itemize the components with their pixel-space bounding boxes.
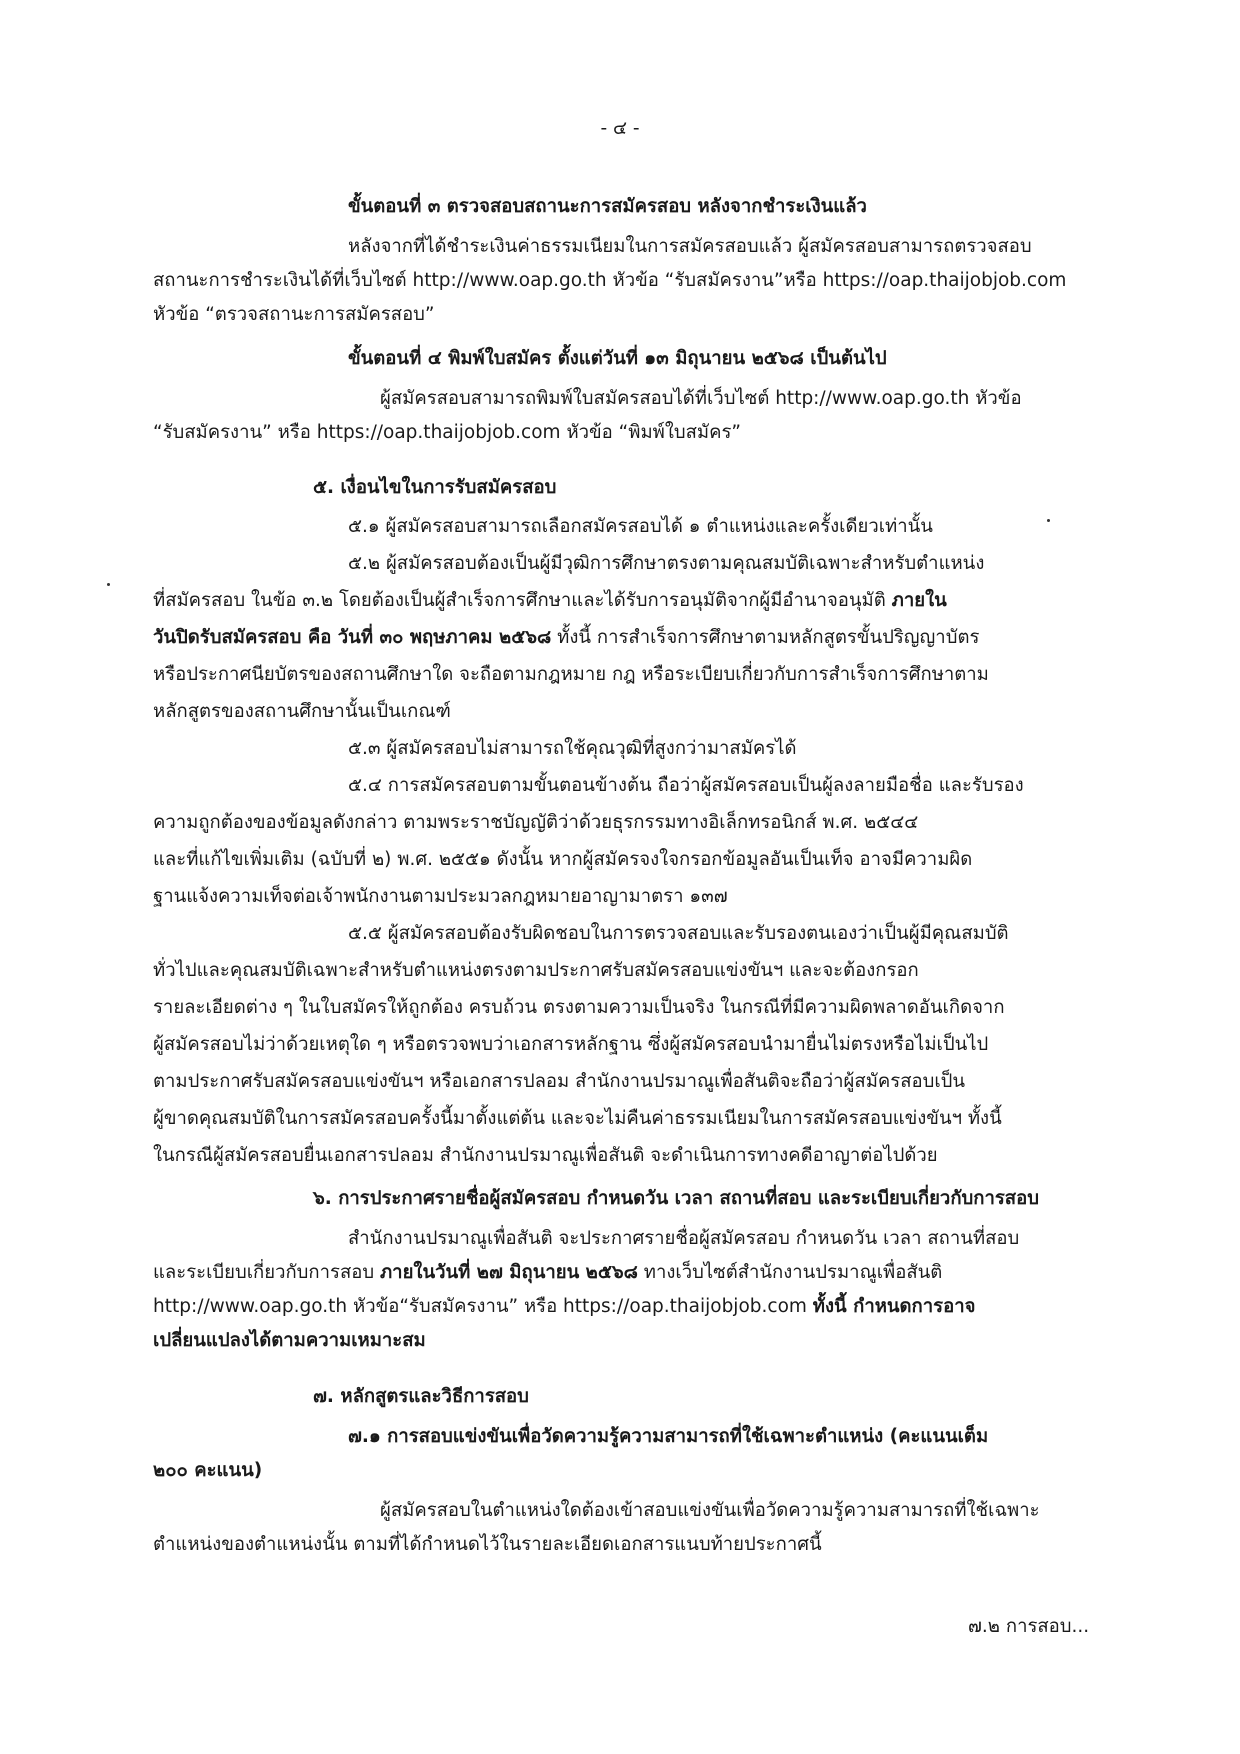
section5-item4-line4: ฐานแจ้งความเท็จต่อเจ้าพนักงานตามประมวลกฎหมายอาญามาตรา ๑๓๗ — [153, 886, 728, 907]
section5-item2-line1: ๕.๒ ผู้สมัครสอบต้องเป็นผู้มีวุฒิการศึกษาตรงตามคุณสมบัติเฉพาะสำหรับตำแหน่ง — [348, 553, 985, 574]
section5-heading: ๕. เงื่อนไขในการรับสมัครสอบ — [313, 477, 557, 498]
section7-body-line2: ตำแหน่งของตำแหน่งนั้น ตามที่ได้กำหนดไว้ในรายละเอียดเอกสารแนบท้ายประกาศนี้ — [153, 1534, 822, 1555]
section5-item2-line5: หลักสูตรของสถานศึกษานั้นเป็นเกณฑ์ — [153, 701, 451, 722]
section6-text-line2-b: ทางเว็บไซต์สำนักงานปรมาณูเพื่อสันติ — [643, 1262, 943, 1283]
page-footer-continuation: ๗.๒ การสอบ... — [968, 1616, 1090, 1637]
step3-text-line3: หัวข้อ “ตรวจสถานะการสมัครสอบ” — [153, 304, 435, 325]
section6-heading: ๖. การประกาศรายชื่อผู้สมัครสอบ กำหนดวัน เวลา สถานที่สอบ และระเบียบเกี่ยวกับการสอบ — [313, 1188, 1039, 1209]
section5-item3: ๕.๓ ผู้สมัครสอบไม่สามารถใช้คุณวุฒิที่สูงกว่ามาสมัครได้ — [348, 738, 797, 759]
section5-item2-line3-bold: วันปิดรับสมัครสอบ คือ วันที่ ๓๐ พฤษภาคม ๒๕๖๘ — [153, 627, 552, 648]
section5-item5-line7: ในกรณีผู้สมัครสอบยื่นเอกสารปลอม สำนักงานปรมาณูเพื่อสันติ จะดำเนินการทางคดีอาญาต่อไปด้วย — [153, 1145, 938, 1166]
section5-item5-line6: ผู้ขาดคุณสมบัติในการสมัครสอบครั้งนี้มาตั้งแต่ต้น และจะไม่คืนค่าธรรมเนียมในการสมัครสอบแข่งขันฯ ทั้งนี้ — [153, 1108, 1002, 1129]
step3-heading: ขั้นตอนที่ ๓ ตรวจสอบสถานะการสมัครสอบ หลังจากชำระเงินแล้ว — [348, 196, 867, 217]
section6-text-line3-a: http://www.oap.go.th หัวข้อ“รับสมัครงาน” หรือ https://oap.thaijobjob.com — [153, 1296, 807, 1317]
section5-item4-line3: และที่แก้ไขเพิ่มเติม (ฉบับที่ ๒) พ.ศ. ๒๕๕๑ ดังนั้น หากผู้สมัครจงใจกรอกข้อมูลอันเป็นเท็จ อาจมีความผิด — [153, 849, 973, 870]
speck-mark — [1047, 519, 1050, 522]
section5-item5-line5: ตามประกาศรับสมัครสอบแข่งขันฯ หรือเอกสารปลอม สำนักงานปรมาณูเพื่อสันติจะถือว่าผู้สมัครสอบเป็น — [153, 1071, 966, 1092]
section6-text-line2 — [153, 1260, 942, 1286]
section7-item1-line2: ๒๐๐ คะแนน) — [153, 1460, 263, 1481]
section7-body-line1: ผู้สมัครสอบในตำแหน่งใดต้องเข้าสอบแข่งขันเพื่อวัดความรู้ความสามารถที่ใช้เฉพาะ — [380, 1500, 1040, 1521]
section5-item5-line3: รายละเอียดต่าง ๆ ในใบสมัครให้ถูกต้อง ครบถ้วน ตรงตามความเป็นจริง ในกรณีที่มีความผิดพลาดอันเกิดจาก — [153, 997, 1005, 1018]
section5-item5-line2: ทั่วไปและคุณสมบัติเฉพาะสำหรับตำแหน่งตรงตามประกาศรับสมัครสอบแข่งขันฯ และจะต้องกรอก — [153, 960, 919, 981]
section5-item2-line2-bold: ภายใน — [891, 590, 947, 611]
step4-text-line2: “รับสมัครงาน” หรือ https://oap.thaijobjob.com หัวข้อ “พิมพ์ใบสมัคร” — [153, 422, 741, 443]
section5-item5-line1: ๕.๕ ผู้สมัครสอบต้องรับผิดชอบในการตรวจสอบและรับรองตนเองว่าเป็นผู้มีคุณสมบัติ — [348, 923, 1009, 944]
section6-text-line2-bold: ภายในวันที่ ๒๗ มิถุนายน ๒๕๖๘ — [379, 1262, 638, 1283]
step4-heading: ขั้นตอนที่ ๔ พิมพ์ใบสมัคร ตั้งแต่วันที่ ๑๓ มิถุนายน ๒๕๖๘ เป็นต้นไป — [348, 348, 887, 369]
step4-text-line1: ผู้สมัครสอบสามารถพิมพ์ใบสมัครสอบได้ที่เว็บไซต์ http://www.oap.go.th หัวข้อ — [380, 388, 1022, 409]
section5-item2-line3 — [153, 625, 979, 651]
section5-item2-line2 — [153, 588, 947, 614]
section5-item4-line1: ๕.๔ การสมัครสอบตามขั้นตอนข้างต้น ถือว่าผู้สมัครสอบเป็นผู้ลงลายมือชื่อ และรับรอง — [348, 775, 1024, 796]
section6-text-line3 — [153, 1294, 975, 1320]
page-number: - ๔ - — [600, 118, 640, 139]
section5-item2-line3-text: ทั้งนี้ การสำเร็จการศึกษาตามหลักสูตรขั้นปริญญาบัตร — [557, 627, 980, 648]
section6-text-line3-bold: ทั้งนี้ กำหนดการอาจ — [812, 1296, 976, 1317]
section5-item2-line4: หรือประกาศนียบัตรของสถานศึกษาใด จะถือตามกฎหมาย กฎ หรือระเบียบเกี่ยวกับการสำเร็จการศึกษาตาม — [153, 664, 989, 685]
section7-heading: ๗. หลักสูตรและวิธีการสอบ — [313, 1386, 529, 1407]
step3-text-line1: หลังจากที่ได้ชำระเงินค่าธรรมเนียมในการสมัครสอบแล้ว ผู้สมัครสอบสามารถตรวจสอบ — [348, 236, 1032, 257]
section6-text-line4: เปลี่ยนแปลงได้ตามความเหมาะสม — [153, 1330, 426, 1351]
section5-item2-line2-text: ที่สมัครสอบ ในข้อ ๓.๒ โดยต้องเป็นผู้สำเร็จการศึกษาและได้รับการอนุมัติจากผู้มีอำนาจอนุมัติ — [153, 590, 886, 611]
speck-mark — [107, 583, 110, 586]
section5-item4-line2: ความถูกต้องของข้อมูลดังกล่าว ตามพระราชบัญญัติว่าด้วยธุรกรรมทางอิเล็กทรอนิกส์ พ.ศ. ๒๕๔๔ — [153, 812, 919, 833]
section6-text-line2-a: และระเบียบเกี่ยวกับการสอบ — [153, 1262, 375, 1283]
section5-item1: ๕.๑ ผู้สมัครสอบสามารถเลือกสมัครสอบได้ ๑ ตำแหน่งและครั้งเดียวเท่านั้น — [348, 516, 933, 537]
section5-item5-line4: ผู้สมัครสอบไม่ว่าด้วยเหตุใด ๆ หรือตรวจพบว่าเอกสารหลักฐาน ซึ่งผู้สมัครสอบนำมายื่นไม่ตรงหรือไม่เป็นไป — [153, 1034, 989, 1055]
section7-item1-line1: ๗.๑ การสอบแข่งขันเพื่อวัดความรู้ความสามารถที่ใช้เฉพาะตำแหน่ง (คะแนนเต็ม — [348, 1426, 989, 1447]
section6-text-line1: สำนักงานปรมาณูเพื่อสันติ จะประกาศรายชื่อผู้สมัครสอบ กำหนดวัน เวลา สถานที่สอบ — [348, 1228, 1020, 1249]
step3-text-line2: สถานะการชำระเงินได้ที่เว็บไซต์ http://www.oap.go.th หัวข้อ “รับสมัครงาน”หรือ https://oap.thaijobjob.com — [153, 270, 1067, 291]
